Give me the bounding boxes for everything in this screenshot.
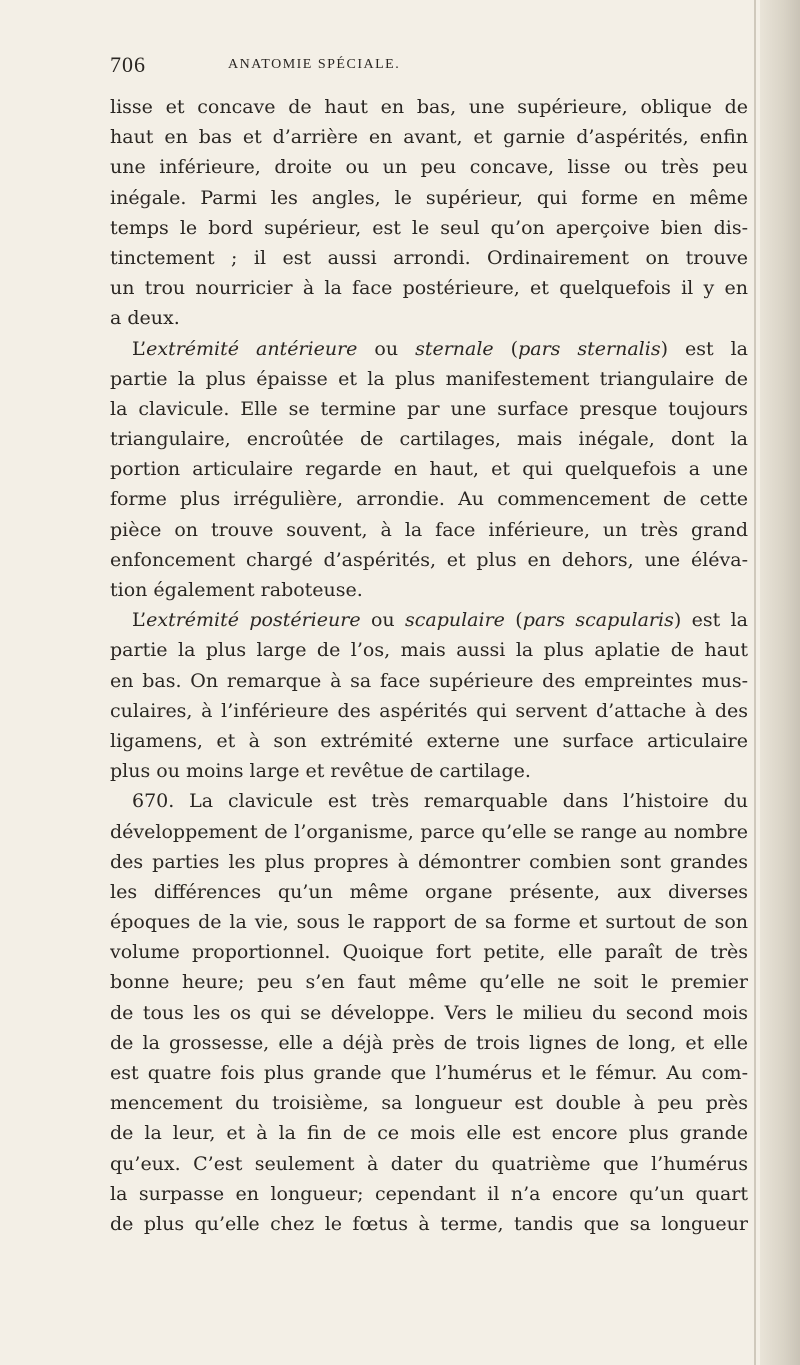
text-line	[110, 1028, 748, 1058]
text-segment: ligamens, et à son extrémité externe une surface articulaire	[110, 729, 748, 752]
text-segment: ) est la	[673, 609, 748, 632]
text-segment: haut en bas et d’arrière en avant, et garnie d’aspérités, enfin	[110, 126, 748, 149]
text-line	[110, 122, 748, 152]
text-segment: ou	[357, 337, 416, 360]
text-line	[110, 756, 748, 786]
text-segment: (	[504, 609, 523, 632]
text-line	[110, 1179, 748, 1209]
text-segment: de plus qu’elle chez le fœtus à terme, tandis que sa longueur	[110, 1212, 748, 1235]
text-line	[110, 545, 748, 575]
text-segment: a deux.	[110, 307, 180, 330]
text-line	[110, 907, 748, 937]
italic-term: extrémité antérieure	[146, 337, 358, 360]
text-segment: de tous les os qui se développe. Vers le milieu du second mois	[110, 1001, 748, 1024]
text-segment: bonne heure; peu s’en faut même qu’elle ne soit le premier	[110, 971, 748, 994]
text-line	[110, 334, 748, 364]
text-segment: culaires, à l’inférieure des aspérités qui servent d’attache à des	[110, 699, 748, 722]
text-line	[110, 515, 748, 545]
text-line	[110, 696, 748, 726]
text-segment: de la leur, et à la fin de ce mois elle est encore plus grande	[110, 1122, 748, 1145]
text-segment: une inférieure, droite ou un peu concave, lisse ou très peu	[110, 156, 748, 179]
text-segment: tinctement ; il est aussi arrondi. Ordinairement on trouve	[110, 246, 748, 269]
italic-term: pars sternalis	[518, 337, 661, 360]
text-segment: forme plus irrégulière, arrondie. Au commencement de cette	[110, 488, 748, 511]
text-line	[110, 394, 748, 424]
text-segment: la clavicule. Elle se termine par une surface presque toujours	[110, 397, 748, 420]
text-line	[110, 666, 748, 696]
text-line	[110, 152, 748, 182]
text-line	[110, 1149, 748, 1179]
text-segment: des parties les plus propres à démontrer combien sont grandes	[110, 850, 748, 873]
text-line	[110, 243, 748, 273]
italic-term: scapulaire	[404, 609, 505, 632]
text-segment: est quatre fois plus grande que l’humérus et le fémur. Au com-	[110, 1062, 748, 1084]
text-line	[110, 1058, 748, 1088]
text-segment: les différences qu’un même organe présente, aux diverses	[110, 880, 748, 903]
text-segment: inégale. Parmi les angles, le supérieur, qui forme en même	[110, 186, 748, 209]
text-segment: L’	[132, 337, 147, 360]
text-segment: qu’eux. C’est seulement à dater du quatrième que l’humérus	[110, 1152, 748, 1175]
text-segment: portion articulaire regarde en haut, et qui quelquefois a une	[110, 458, 748, 481]
text-segment: L’	[132, 609, 147, 632]
text-line	[110, 183, 748, 213]
text-segment: (	[493, 337, 519, 360]
text-line	[110, 364, 748, 394]
text-line	[110, 213, 748, 243]
text-segment: volume proportionnel. Quoique fort petite, elle paraît de très	[110, 941, 748, 964]
text-segment: un trou nourricier à la face postérieure, et quelquefois il y en	[110, 277, 748, 300]
text-line	[110, 937, 748, 967]
text-segment: ou	[360, 609, 405, 632]
text-line	[110, 726, 748, 756]
text-line	[110, 635, 748, 665]
text-segment: partie la plus épaisse et la plus manifestement triangulaire de	[110, 367, 748, 390]
text-line	[110, 605, 748, 635]
text-segment: de la grossesse, elle a déjà près de trois lignes de long, et elle	[110, 1031, 748, 1054]
text-line	[110, 1118, 748, 1148]
text-segment: développement de l’organisme, parce qu’elle se range au nombre	[110, 820, 748, 843]
text-line	[110, 967, 748, 997]
text-segment: triangulaire, encroûtée de cartilages, mais inégale, dont la	[110, 428, 748, 451]
text-line	[110, 877, 748, 907]
text-segment: enfoncement chargé d’aspérités, et plus en dehors, une éléva-	[110, 548, 748, 571]
italic-term: pars scapularis	[522, 609, 674, 632]
text-line	[110, 424, 748, 454]
text-line	[110, 847, 748, 877]
text-line	[110, 303, 748, 333]
text-segment: mencement du troisième, sa longueur est double à peu près	[110, 1092, 748, 1115]
page-header	[110, 50, 750, 80]
binding-gutter	[760, 0, 800, 1365]
text-line	[110, 817, 748, 847]
binding-gutter-line	[754, 0, 756, 1365]
text-segment: époques de la vie, sous le rapport de sa forme et surtout de son	[110, 911, 748, 934]
text-segment: 670. La clavicule est très remarquable dans l’histoire du	[132, 790, 748, 813]
text-segment: tion également raboteuse.	[110, 579, 363, 601]
italic-term: sternale	[415, 337, 494, 360]
text-segment: lisse et concave de haut en bas, une supérieure, oblique de	[110, 96, 748, 118]
body-text	[110, 92, 748, 1239]
text-segment: pièce on trouve souvent, à la face inférieure, un très grand	[110, 518, 748, 541]
text-line	[110, 454, 748, 484]
page-number: 706	[110, 52, 146, 77]
text-line	[110, 92, 748, 122]
text-line	[110, 1088, 748, 1118]
text-segment: en bas. On remarque à sa face supérieure des empreintes mus-	[110, 669, 748, 692]
text-line	[110, 484, 748, 514]
text-segment: partie la plus large de l’os, mais aussi la plus aplatie de haut	[110, 639, 748, 662]
text-line	[110, 1209, 748, 1239]
text-line	[110, 575, 748, 605]
text-line	[110, 273, 748, 303]
text-segment: ) est la	[660, 337, 748, 360]
italic-term: extrémité postérieure	[146, 609, 361, 632]
text-segment: temps le bord supérieur, est le seul qu’on aperçoive bien dis-	[110, 216, 748, 239]
text-line	[110, 998, 748, 1028]
text-segment: la surpasse en longueur; cependant il n’a encore qu’un quart	[110, 1182, 748, 1205]
running-title: ANATOMIE SPÉCIALE.	[228, 57, 401, 72]
text-line	[110, 786, 748, 816]
text-segment: plus ou moins large et revêtue de cartilage.	[110, 760, 531, 783]
